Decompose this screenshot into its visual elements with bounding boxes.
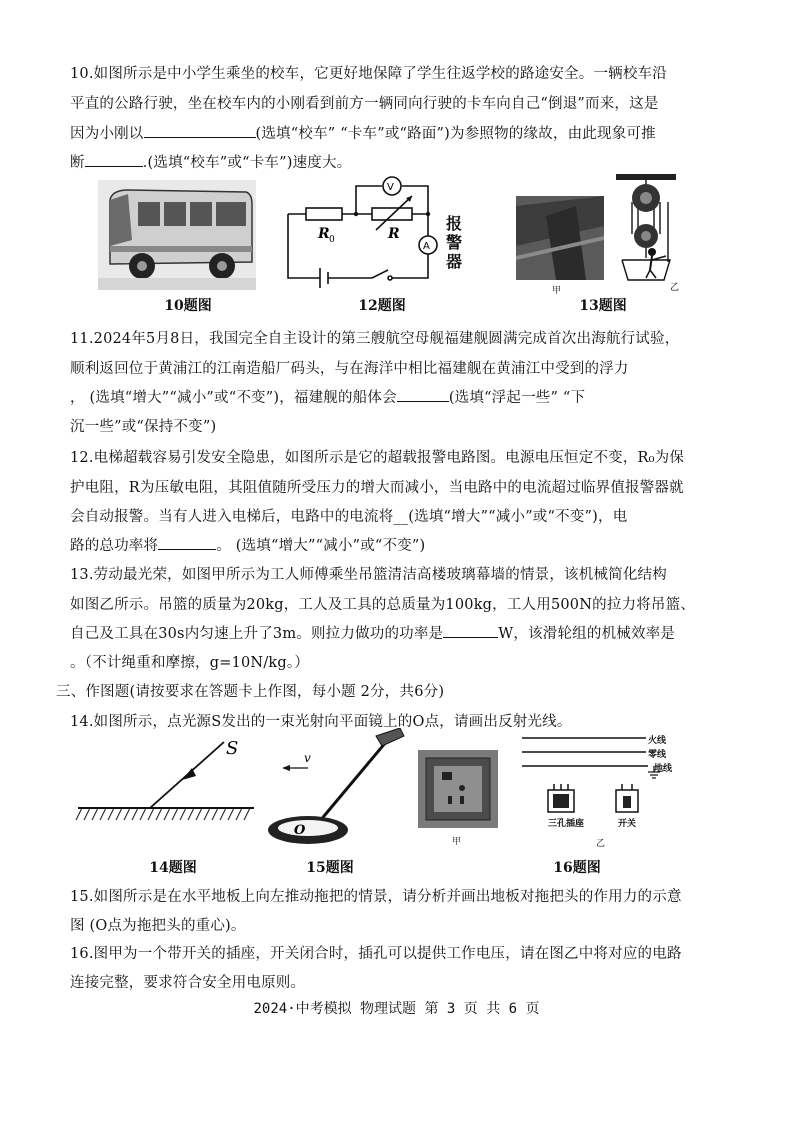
q15-line2: 图 (O点为拖把头的重心)。: [70, 918, 246, 934]
q15-line1: 15.如图所示是在水平地板上向左推动拖把的情景，请分析并画出地板对拖把头的作用力的示意: [70, 889, 682, 905]
fig15-caption: 15题图: [306, 860, 354, 876]
q12-line4: [70, 534, 425, 555]
section3-title: 三、作图题(请按要求在答题卡上作图，每小题 2分，共6分): [56, 684, 445, 700]
pulley-system-diagram: [612, 172, 680, 292]
q13-blank[interactable]: [443, 636, 498, 638]
ammeter-label: A: [423, 241, 430, 252]
q12-line2: 护电阻，R为压敏电阻，其阻值随所受压力的增大而减小，当电路中的电流超过临界值报警器就: [70, 480, 684, 496]
q10-line4: [70, 151, 351, 172]
q10-blank1[interactable]: [144, 136, 256, 138]
q13-line2: 如图乙所示。吊篮的质量为20kg，工人及工具的总质量为100kg，工人用500N的拉力将吊篮、: [70, 597, 696, 613]
alarm-label: 报警器: [446, 214, 463, 271]
q12-blank[interactable]: [158, 548, 216, 550]
q13-line4: 。（不计绳重和摩擦，g=10N/kg。）: [70, 655, 310, 671]
ground-wire-label: 地线: [654, 764, 673, 774]
q12-line4-end: 。 (选填“增大”“减小”或“不变”): [216, 538, 426, 554]
fig16-yi-label: 乙: [596, 839, 606, 849]
q11-line3: [70, 386, 585, 407]
mop-o-label: O: [294, 823, 306, 838]
q16-line1: 16.图甲为一个带开关的插座，开关闭合时，插孔可以提供工作电压，请在图乙中将对应的电路: [70, 946, 682, 962]
fig12-caption: 12题图: [358, 298, 406, 314]
window-cleaning-photo: [516, 196, 604, 280]
fig16-jia-label: 甲: [452, 837, 462, 847]
q11-blank[interactable]: [397, 400, 449, 402]
r-label: R: [388, 226, 400, 242]
source-s-label: S: [226, 738, 239, 759]
fig13-caption: 13题图: [579, 298, 627, 314]
q11-line1: 11.2024年5月8日，我国完全自主设计的第三艘航空母舰福建舰圆满完成首次出海航行试验，: [70, 331, 680, 347]
q13-line3-end: W，该滑轮组的机械效率是: [498, 626, 676, 642]
q12-line4-start: 路的总功率将: [70, 538, 159, 554]
fig14-caption: 14题图: [149, 860, 197, 876]
mop-diagram: [264, 728, 414, 852]
switch-label: 开关: [618, 819, 637, 829]
q12-line3: 会自动报警。当有人进入电梯后，电路中的电流将__(选填“增大”“减小”或“不变”)，电: [70, 509, 628, 525]
q11-line4: 沉一些”或“保持不变”): [70, 419, 217, 435]
q11-line3-start: ， (选填“增大”“减小”或“不变”)，福建舰的船体会: [70, 390, 397, 406]
q16-line2: 连接完整，要求符合安全用电原则。: [70, 975, 306, 991]
neutral-wire-label: 零线: [648, 750, 667, 760]
page-footer: 2024·中考模拟 物理试题 第 3 页 共 6 页: [253, 1001, 540, 1017]
socket-photo: [418, 750, 498, 828]
q10-line1: 10.如图所示是中小学生乘坐的校车，它更好地保障了学生往返学校的路途安全。一辆校车沿: [70, 66, 667, 82]
q13-line1: 13.劳动最光荣，如图甲所示为工人师傅乘坐吊篮清洁高楼玻璃幕墙的情景，该机械简化结构: [70, 567, 667, 583]
voltmeter-label: V: [387, 182, 394, 193]
q10-line3-start: 因为小刚以: [70, 126, 144, 142]
q10-line3-end: (选填“校车” “卡车”或“路面”)为参照物的缘故，由此现象可推: [255, 126, 656, 142]
q13-line3: [70, 622, 675, 643]
fig13-yi-label: 乙: [670, 283, 680, 292]
r0-label: R: [318, 226, 330, 242]
fig16-caption: 16题图: [553, 860, 601, 876]
live-wire-label: 火线: [648, 736, 667, 746]
q10-line3: [70, 122, 656, 143]
q14-line1: 14.如图所示，点光源S发出的一束光射向平面镜上的O点，请画出反射光线。: [70, 714, 572, 730]
mirror-diagram: [74, 730, 258, 826]
three-pin-socket-label: 三孔插座: [548, 819, 585, 829]
q10-line2: 平直的公路行驶，坐在校车内的小刚看到前方一辆同向行驶的卡车向自己“倒退”而来，这是: [70, 96, 659, 112]
q13-line3-start: 自己及工具在30s内匀速上升了3m。则拉力做功的功率是: [70, 626, 444, 642]
fig10-caption: 10题图: [164, 298, 212, 314]
q10-line4-start: 断: [70, 155, 85, 171]
school-bus-image: [98, 180, 256, 290]
q10-line4-end: .(选填“校车”或“卡车”)速度大。: [142, 155, 352, 171]
r0-subscript: 0: [329, 235, 335, 245]
q11-line2: 顺利返回位于黄浦江的江南造船厂码头，与在海洋中相比福建舰在黄浦江中受到的浮力: [70, 361, 629, 377]
velocity-label: v: [304, 751, 311, 765]
q10-blank2[interactable]: [85, 165, 143, 167]
q12-line1: 12.电梯超载容易引发安全隐患，如图所示是它的超载报警电路图。电源电压恒定不变，R₀为保: [70, 450, 685, 466]
q11-line3-end: (选填“浮起一些” “下: [448, 390, 586, 406]
fig13-jia-label: 甲: [552, 286, 562, 296]
